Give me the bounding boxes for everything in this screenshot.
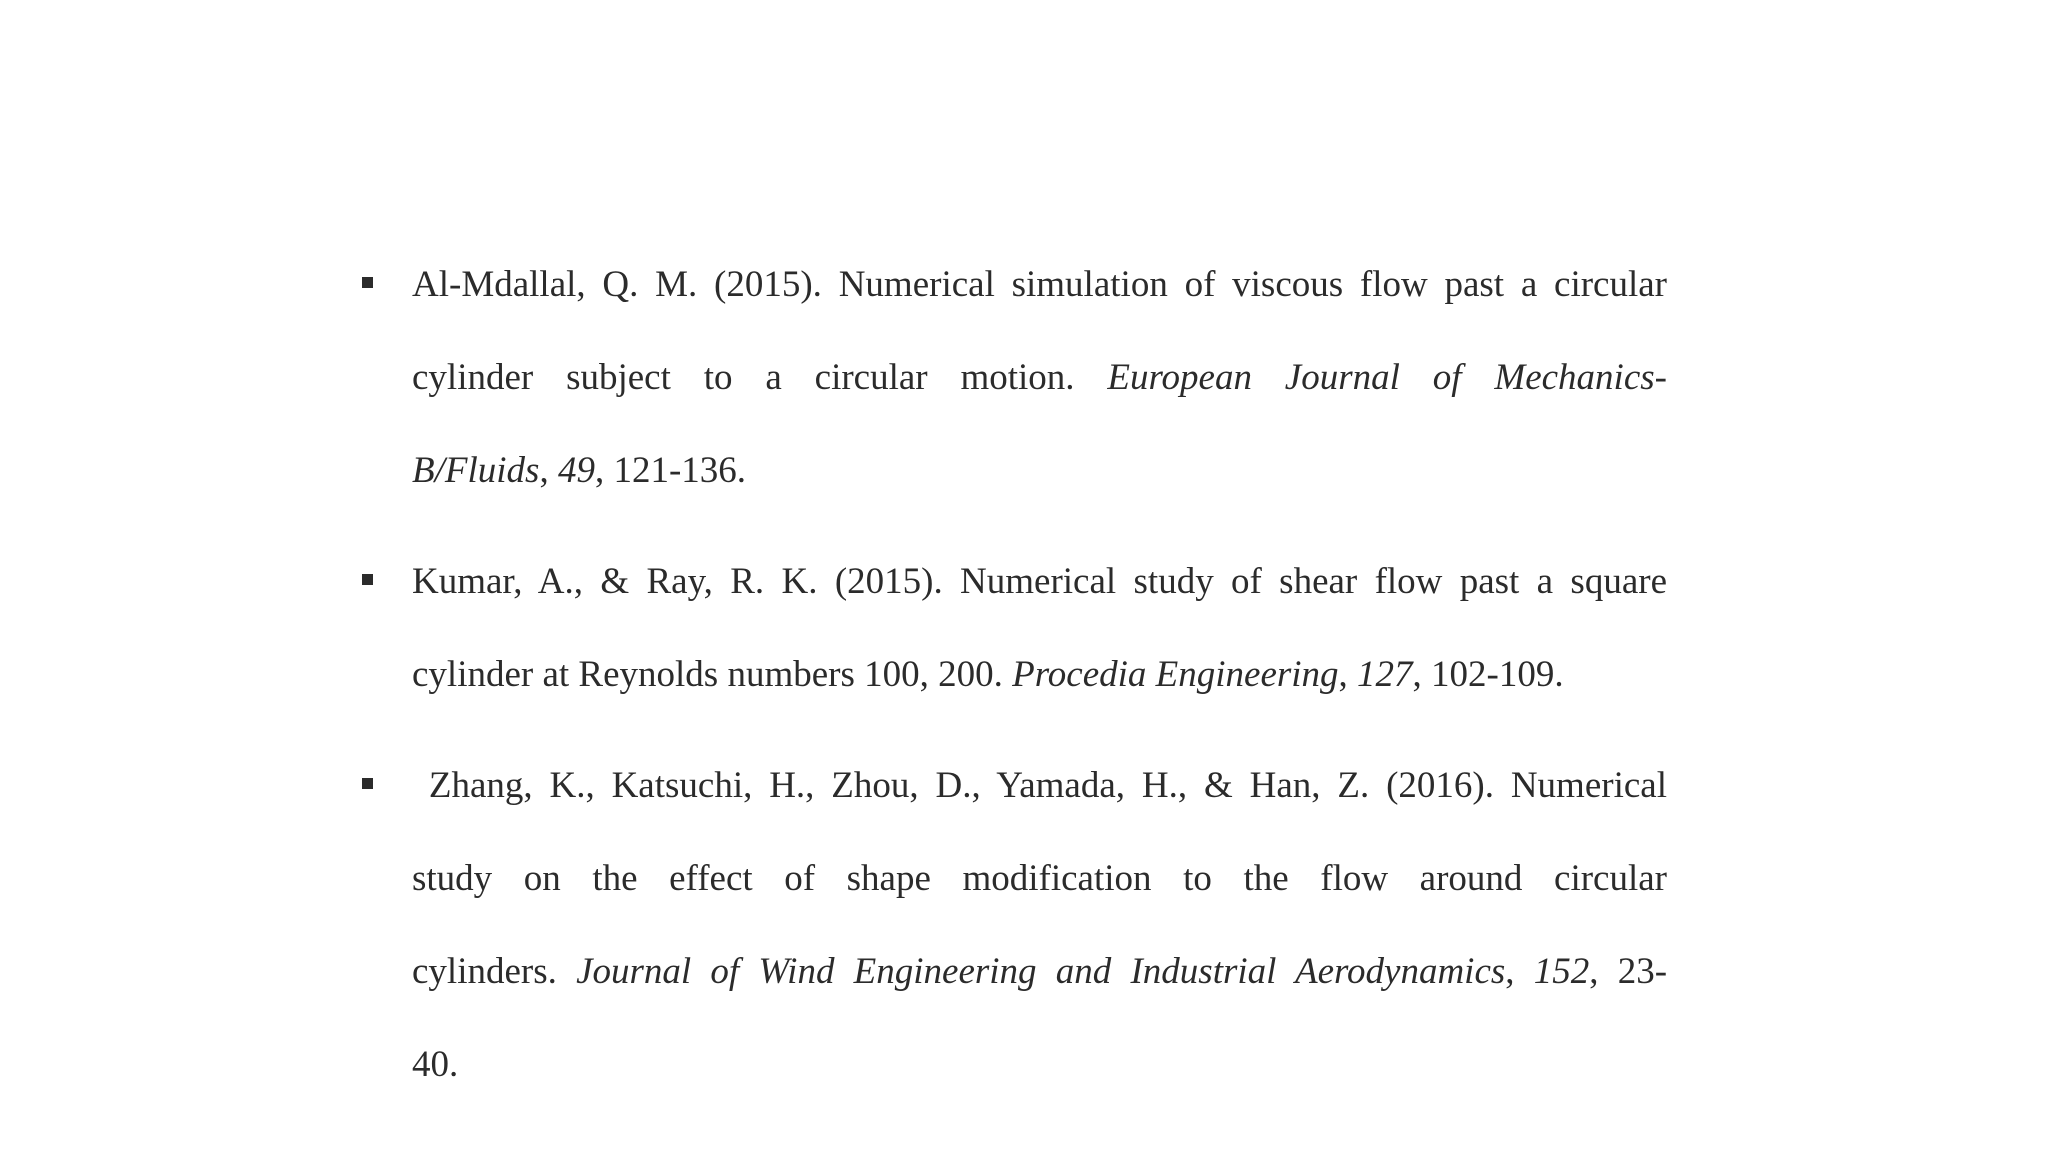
- text-run: study on the effect of shape modification to the flow around circular: [412, 858, 1667, 899]
- text-run: cylinder subject to a circular motion.: [412, 357, 1108, 398]
- page-range: , 121-136.: [594, 450, 747, 491]
- text-run: Zhang, K., Katsuchi, H., Zhou, D., Yamada, H., & Han, Z. (2016). Numerical: [412, 765, 1667, 806]
- reference-line: [412, 238, 1667, 331]
- reference-line: [412, 535, 1667, 628]
- reference-text: [412, 739, 1667, 1111]
- journal-title: European Journal of Mechanics-: [1107, 357, 1667, 398]
- volume-number: 127: [1357, 654, 1413, 695]
- journal-title: Procedia Engineering: [1012, 654, 1339, 695]
- square-bullet-icon: [362, 574, 373, 585]
- square-bullet-icon: [362, 778, 373, 789]
- volume-number: 152: [1533, 951, 1590, 992]
- text-run: cylinders.: [412, 951, 577, 992]
- text-run: ,: [1505, 951, 1534, 992]
- journal-title: Journal of Wind Engineering and Industrial Aerodynamics: [576, 951, 1506, 992]
- reference-line: [412, 739, 1667, 832]
- square-bullet-icon: [362, 277, 373, 288]
- reference-line: [412, 628, 1667, 721]
- text-run: ,: [1338, 654, 1358, 695]
- volume-number: 49: [557, 450, 595, 491]
- reference-text: [412, 535, 1667, 721]
- reference-text: [412, 238, 1667, 517]
- text-run: cylinder at Reynolds numbers 100, 200.: [412, 654, 1013, 695]
- reference-line: [412, 331, 1667, 424]
- text-run: ,: [539, 450, 558, 491]
- page-range: , 23-: [1589, 951, 1668, 992]
- reference-line: [412, 925, 1667, 1018]
- text-run: Al-Mdallal, Q. M. (2015). Numerical simulation of viscous flow past a circular: [412, 264, 1667, 305]
- reference-line: [412, 424, 1667, 517]
- reference-line: [412, 832, 1667, 925]
- journal-title: B/Fluids: [412, 450, 540, 491]
- page-range: , 102-109.: [1412, 654, 1564, 695]
- text-run: Kumar, A., & Ray, R. K. (2015). Numerical study of shear flow past a square: [412, 561, 1667, 602]
- page-range: 40.: [412, 1044, 459, 1085]
- reference-line: [412, 1018, 1667, 1111]
